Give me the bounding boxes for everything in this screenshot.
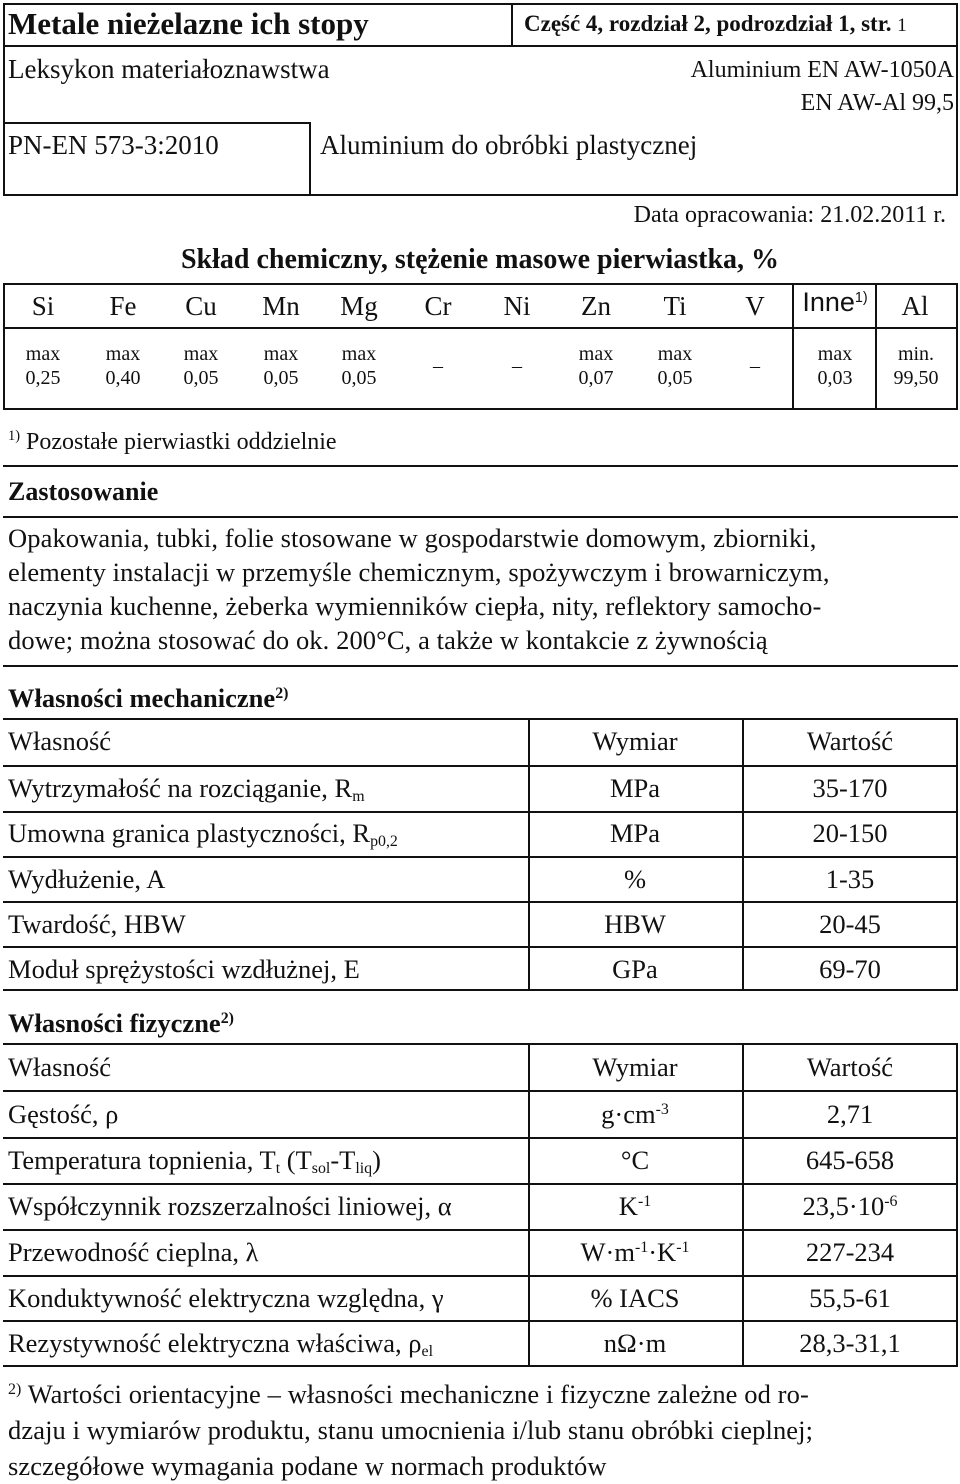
mech-row-unit: HBW	[604, 909, 666, 939]
mech-row-unit: GPa	[612, 954, 658, 984]
element-si: Si	[31, 291, 55, 321]
phys-row-value: 645-658	[805, 1145, 895, 1175]
mech-col-value: Wartość	[806, 726, 894, 756]
phys-row-value: 28,3-31,1	[799, 1328, 901, 1358]
phys-row-label: Współczynnik rozszerzalności liniowej, α	[8, 1191, 452, 1221]
phys-row-label: Gęstość, ρ	[8, 1099, 119, 1129]
page-number: 1	[897, 15, 907, 36]
general-footnote-line-3: szczegółowe wymagania podane w normach produktów	[8, 1451, 607, 1481]
mech-grid-h4	[3, 901, 958, 903]
mech-row-label: Wydłużenie, A	[8, 864, 166, 894]
general-footnote-line-2: dzaju i wymiarów produktu, stanu umocnienia i/lub stanu obróbki cieplnej;	[8, 1415, 814, 1445]
mech-col-property: Własność	[8, 726, 112, 756]
mechanical-heading-text: Własności mechaniczne	[8, 683, 276, 713]
limit-qualifier: max	[263, 343, 299, 365]
unit-sup: -1	[676, 1239, 690, 1256]
material-line-2: EN AW-Al 99,5	[800, 90, 954, 116]
phys-row-unit: nΩ·m	[603, 1328, 667, 1358]
standard-divider	[309, 122, 311, 195]
standard-number: PN-EN 573-3:2010	[8, 130, 219, 160]
limit-value: 0,05	[263, 367, 299, 389]
mechanical-heading	[8, 677, 288, 715]
phys-col-property: Własność	[8, 1052, 112, 1082]
mech-row-value: 20-45	[819, 909, 881, 939]
inne-left-divider	[792, 283, 794, 410]
element-al: Al	[901, 291, 929, 321]
mech-grid-h2	[3, 811, 958, 813]
al-left-divider	[875, 283, 877, 410]
limit-qualifier: max	[105, 343, 141, 365]
element-mn: Mn	[262, 291, 300, 321]
label-sub: t	[275, 1160, 281, 1177]
section-ref	[524, 9, 907, 41]
phys-row-unit: °C	[620, 1145, 650, 1175]
mech-row-label	[8, 818, 398, 851]
limit-qualifier: max	[578, 343, 614, 365]
limit-si	[8, 342, 78, 390]
date-prepared: Data opracowania: 21.02.2011 r.	[633, 202, 946, 228]
limit-inne	[800, 342, 870, 390]
limit-ni: –	[512, 355, 522, 377]
label-text: Temperatura topnienia, T	[8, 1145, 276, 1175]
label-sub: p0,2	[370, 833, 398, 850]
unit-sup: -1	[634, 1239, 649, 1256]
phys-row-value	[745, 1191, 955, 1222]
phys-row-value: 55,5-61	[809, 1283, 891, 1313]
frame-left	[3, 3, 5, 195]
material-line-1: Aluminium EN AW-1050A	[690, 57, 954, 83]
element-cr: Cr	[424, 291, 452, 321]
value-sup: -6	[884, 1193, 898, 1210]
element-v: V	[745, 291, 765, 321]
unit-text: ·K	[648, 1237, 677, 1267]
mech-row-value: 20-150	[812, 818, 888, 848]
application-heading: Zastosowanie	[8, 477, 159, 506]
mech-grid-right	[956, 718, 958, 990]
phys-grid-h4	[3, 1229, 958, 1231]
mech-row-unit: %	[623, 864, 647, 894]
label-text: (T	[280, 1145, 312, 1175]
application-text	[8, 521, 952, 657]
element-ni: Ni	[503, 291, 531, 321]
limit-value: 0,40	[105, 367, 141, 389]
mech-col-unit: Wymiar	[592, 726, 678, 756]
phys-row-value: 227-234	[805, 1237, 895, 1267]
footnote-text: Pozostałe pierwiastki oddzielnie	[26, 429, 337, 455]
phys-col-unit: Wymiar	[592, 1052, 678, 1082]
label-text: Rezystywność elektryczna właściwa, ρ	[8, 1328, 422, 1358]
application-line-4: dowe; można stosować do ok. 200°C, a także w kontakcie z żywnością	[8, 625, 768, 655]
composition-row-top	[3, 283, 958, 285]
phys-grid-h5	[3, 1275, 958, 1277]
title-underline	[3, 45, 958, 47]
mech-row-unit: MPa	[609, 773, 661, 803]
footnote-mark: 2)	[8, 1381, 22, 1398]
mechanical-heading-note: 2)	[275, 685, 289, 702]
mech-grid-h1	[3, 765, 958, 767]
limit-value: 0,05	[183, 367, 219, 389]
value-text: 23,5·10	[802, 1191, 885, 1221]
general-footnote	[8, 1372, 952, 1484]
mechanical-heading-rule	[3, 718, 958, 720]
limit-v: –	[750, 355, 760, 377]
limit-qualifier: max	[341, 343, 377, 365]
element-cu: Cu	[185, 291, 217, 321]
phys-row-value: 2,71	[826, 1099, 874, 1129]
element-zn: Zn	[581, 291, 611, 321]
phys-grid-h6	[3, 1320, 958, 1322]
phys-row-label	[8, 1145, 381, 1178]
limit-value: 0,07	[578, 367, 614, 389]
phys-grid-h1	[3, 1090, 958, 1092]
mech-grid-v2	[742, 718, 744, 990]
footnote-text: Wartości orientacyjne – własności mechaniczne i fizyczne zależne od ro-	[27, 1379, 809, 1409]
limit-mg	[324, 342, 394, 390]
inne-label: Inne	[802, 287, 855, 317]
mechanical-top-rule	[3, 665, 958, 667]
limit-value: 0,05	[657, 367, 693, 389]
limit-mn	[246, 342, 316, 390]
limit-cu	[166, 342, 236, 390]
phys-row-unit: % IACS	[590, 1283, 680, 1313]
unit-text: g·cm	[601, 1099, 656, 1129]
physical-heading	[8, 1002, 234, 1040]
composition-left-border	[3, 283, 5, 410]
phys-grid-h7	[3, 1365, 958, 1367]
element-ti: Ti	[663, 291, 687, 321]
mech-row-label: Twardość, HBW	[8, 909, 186, 939]
unit-text: W·m	[580, 1237, 635, 1267]
application-line-2: elementy instalacji w przemyśle chemicznym, spożywczym i browarniczym,	[8, 557, 830, 587]
composition-title: Skład chemiczny, stężenie masowe pierwiastka, %	[180, 244, 780, 275]
unit-sup: -3	[655, 1101, 669, 1118]
limit-al	[881, 342, 951, 390]
limit-value: 0,25	[25, 367, 61, 389]
composition-footnote	[8, 420, 337, 458]
limit-value: 0,03	[817, 367, 853, 389]
mech-row-label: Moduł sprężystości wzdłużnej, E	[8, 954, 360, 984]
unit-sup: -1	[637, 1193, 652, 1210]
limit-qualifier: max	[183, 343, 219, 365]
mech-row-unit: MPa	[609, 818, 661, 848]
element-inne	[797, 287, 873, 318]
label-text: Wytrzymałość na rozciąganie, R	[8, 773, 353, 803]
physical-heading-note: 2)	[220, 1010, 234, 1027]
application-line-3: naczynia kuchenne, żeberka wymienników ciepła, nity, reflektory samocho-	[8, 591, 822, 621]
footnote-mark: 1)	[8, 428, 20, 444]
application-top-rule	[3, 465, 958, 467]
mech-row-value: 69-70	[819, 954, 881, 984]
mech-grid-h6	[3, 989, 958, 991]
mech-row-label	[8, 773, 365, 806]
limit-value: 99,50	[893, 367, 939, 389]
label-sub: liq	[355, 1160, 373, 1177]
phys-row-label	[8, 1328, 433, 1361]
element-fe: Fe	[109, 291, 137, 321]
phys-row-unit	[530, 1237, 740, 1268]
limit-qualifier: min.	[897, 343, 935, 365]
mech-grid-h5	[3, 946, 958, 948]
phys-row-label: Przewodność cieplna, λ	[8, 1237, 259, 1267]
mech-row-value: 35-170	[812, 773, 888, 803]
limit-ti	[640, 342, 710, 390]
phys-grid-h3	[3, 1183, 958, 1185]
subtitle-underline	[3, 122, 309, 124]
limit-cr: –	[433, 355, 443, 377]
limit-qualifier: max	[25, 343, 61, 365]
page-title: Metale nieżelazne ich stopy	[8, 6, 369, 41]
phys-row-unit	[530, 1099, 740, 1130]
limit-zn	[561, 342, 631, 390]
label-text: )	[372, 1145, 381, 1175]
mech-row-value: 1-35	[825, 864, 875, 894]
element-mg: Mg	[340, 291, 378, 321]
composition-row-mid	[3, 327, 958, 329]
mech-grid-h3	[3, 856, 958, 858]
section-ref-text: Część 4, rozdział 2, podrozdział 1, str.	[524, 11, 892, 36]
label-sub: el	[421, 1343, 433, 1360]
composition-right-border	[956, 283, 958, 410]
limit-qualifier: max	[817, 343, 853, 365]
frame-bottom	[3, 194, 958, 196]
inne-footnote-mark: 1)	[854, 290, 868, 306]
composition-row-bottom	[3, 408, 958, 410]
phys-row-label: Konduktywność elektryczna względna, γ	[8, 1283, 444, 1313]
application-line-1: Opakowania, tubki, folie stosowane w gospodarstwie domowym, zbiorniki,	[8, 523, 817, 553]
phys-grid-h2	[3, 1137, 958, 1139]
section-box-left	[511, 3, 513, 46]
label-text: -T	[330, 1145, 356, 1175]
phys-row-unit	[530, 1191, 740, 1222]
subtitle: Leksykon materiałoznawstwa	[8, 54, 330, 84]
phys-col-value: Wartość	[806, 1052, 894, 1082]
frame-right	[956, 3, 958, 195]
mech-grid-v1	[528, 718, 530, 990]
limit-value: 0,05	[341, 367, 377, 389]
unit-text: K	[618, 1191, 638, 1221]
general-footnote-line-1	[8, 1372, 952, 1412]
limit-qualifier: max	[657, 343, 693, 365]
label-sub: m	[352, 788, 365, 805]
label-text: Umowna granica plastyczności, R	[8, 818, 371, 848]
application-heading-rule	[3, 516, 958, 518]
limit-fe	[88, 342, 158, 390]
physical-heading-text: Własności fizyczne	[8, 1008, 221, 1038]
material-category: Aluminium do obróbki plastycznej	[320, 130, 698, 160]
label-sub: sol	[311, 1160, 331, 1177]
physical-heading-rule	[3, 1043, 958, 1045]
